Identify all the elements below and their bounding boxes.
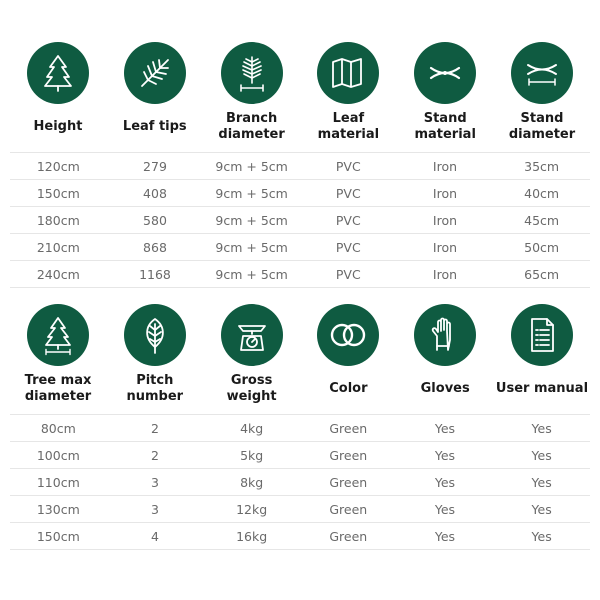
- header-stand-diameter: [494, 42, 590, 144]
- table-cell: 40cm: [493, 180, 590, 207]
- header-branch-diameter: [204, 42, 300, 144]
- header-stand-material: [397, 42, 493, 144]
- header-user-manual: [494, 304, 590, 406]
- table-cell: 4: [107, 523, 204, 550]
- tree-icon: [27, 42, 89, 104]
- table-cell: 210cm: [10, 234, 107, 261]
- table-cell: 150cm: [10, 180, 107, 207]
- table-cell: Yes: [493, 496, 590, 523]
- table-cell: 16kg: [203, 523, 300, 550]
- table-cell: 5kg: [203, 442, 300, 469]
- table-cell: Yes: [397, 523, 494, 550]
- table-cell: 9cm + 5cm: [203, 261, 300, 288]
- table-cell: 50cm: [493, 234, 590, 261]
- map-fold-icon: [317, 42, 379, 104]
- leaf-branch-icon: [124, 42, 186, 104]
- table-cell: Yes: [397, 469, 494, 496]
- table-cell: 9cm + 5cm: [203, 153, 300, 180]
- table-cell: 868: [107, 234, 204, 261]
- header-row-bottom: [10, 304, 590, 406]
- table-row: [10, 261, 590, 288]
- branch-diameter-icon: [221, 42, 283, 104]
- header-color: [300, 304, 396, 406]
- spec-table-bottom: [10, 414, 590, 550]
- stand-icon: [414, 42, 476, 104]
- table-cell: Yes: [397, 415, 494, 442]
- table-cell: 4kg: [203, 415, 300, 442]
- table-cell: 12kg: [203, 496, 300, 523]
- header-height: [10, 42, 106, 144]
- table-cell: Yes: [397, 496, 494, 523]
- table-row: [10, 442, 590, 469]
- header-leaf-tips: [107, 42, 203, 144]
- table-cell: 9cm + 5cm: [203, 180, 300, 207]
- table-row: [10, 234, 590, 261]
- table-row: [10, 180, 590, 207]
- spec-section-bottom: [10, 304, 590, 550]
- table-cell: PVC: [300, 180, 397, 207]
- table-cell: 580: [107, 207, 204, 234]
- table-cell: 3: [107, 496, 204, 523]
- rings-icon: [317, 304, 379, 366]
- header-tree-max-diameter: [10, 304, 106, 406]
- header-label: Gloves: [420, 381, 470, 396]
- table-cell: 100cm: [10, 442, 107, 469]
- header-label: Tree max diameter: [24, 373, 92, 404]
- table-cell: PVC: [300, 234, 397, 261]
- header-label: Leaf tips: [122, 119, 187, 134]
- table-cell: Green: [300, 415, 397, 442]
- spec-section-top: [10, 42, 590, 288]
- table-cell: Yes: [493, 442, 590, 469]
- table-cell: 180cm: [10, 207, 107, 234]
- table-cell: Yes: [397, 442, 494, 469]
- tree-diameter-icon: [27, 304, 89, 366]
- table-cell: Yes: [493, 415, 590, 442]
- header-label: Pitch number: [126, 373, 184, 404]
- table-row: [10, 153, 590, 180]
- scale-icon: [221, 304, 283, 366]
- table-cell: 1168: [107, 261, 204, 288]
- table-cell: Green: [300, 523, 397, 550]
- table-row: [10, 496, 590, 523]
- table-cell: 35cm: [493, 153, 590, 180]
- table-cell: 240cm: [10, 261, 107, 288]
- table-row: [10, 469, 590, 496]
- header-label: Stand material: [414, 111, 476, 142]
- glove-icon: [414, 304, 476, 366]
- table-cell: 279: [107, 153, 204, 180]
- table-cell: PVC: [300, 207, 397, 234]
- table-cell: Iron: [397, 207, 494, 234]
- header-pitch-number: [107, 304, 203, 406]
- table-cell: Green: [300, 496, 397, 523]
- spec-table-top: [10, 152, 590, 288]
- table-cell: 80cm: [10, 415, 107, 442]
- table-cell: 65cm: [493, 261, 590, 288]
- table-cell: 130cm: [10, 496, 107, 523]
- document-icon: [511, 304, 573, 366]
- header-leaf-material: [300, 42, 396, 144]
- table-cell: 2: [107, 415, 204, 442]
- header-label: Height: [33, 119, 83, 134]
- stand-diameter-icon: [511, 42, 573, 104]
- table-cell: Yes: [493, 469, 590, 496]
- header-row-top: [10, 42, 590, 144]
- table-cell: 120cm: [10, 153, 107, 180]
- table-cell: Iron: [397, 153, 494, 180]
- header-label: Stand diameter: [508, 111, 576, 142]
- table-cell: Yes: [493, 523, 590, 550]
- leaf-icon: [124, 304, 186, 366]
- table-cell: 45cm: [493, 207, 590, 234]
- header-label: Gross weight: [226, 373, 277, 404]
- header-label: User manual: [495, 381, 589, 396]
- header-gloves: [397, 304, 493, 406]
- table-cell: 3: [107, 469, 204, 496]
- table-cell: PVC: [300, 261, 397, 288]
- table-cell: Iron: [397, 261, 494, 288]
- header-label: Branch diameter: [218, 111, 285, 142]
- table-cell: 8kg: [203, 469, 300, 496]
- table-cell: 9cm + 5cm: [203, 207, 300, 234]
- table-row: [10, 523, 590, 550]
- table-cell: 150cm: [10, 523, 107, 550]
- table-cell: Iron: [397, 234, 494, 261]
- table-row: [10, 415, 590, 442]
- table-cell: Green: [300, 442, 397, 469]
- header-gross-weight: [204, 304, 300, 406]
- table-cell: 9cm + 5cm: [203, 234, 300, 261]
- header-label: Leaf material: [317, 111, 380, 142]
- table-cell: Green: [300, 469, 397, 496]
- table-cell: 110cm: [10, 469, 107, 496]
- table-cell: PVC: [300, 153, 397, 180]
- table-cell: 408: [107, 180, 204, 207]
- table-row: [10, 207, 590, 234]
- table-cell: 2: [107, 442, 204, 469]
- header-label: Color: [329, 381, 368, 396]
- table-cell: Iron: [397, 180, 494, 207]
